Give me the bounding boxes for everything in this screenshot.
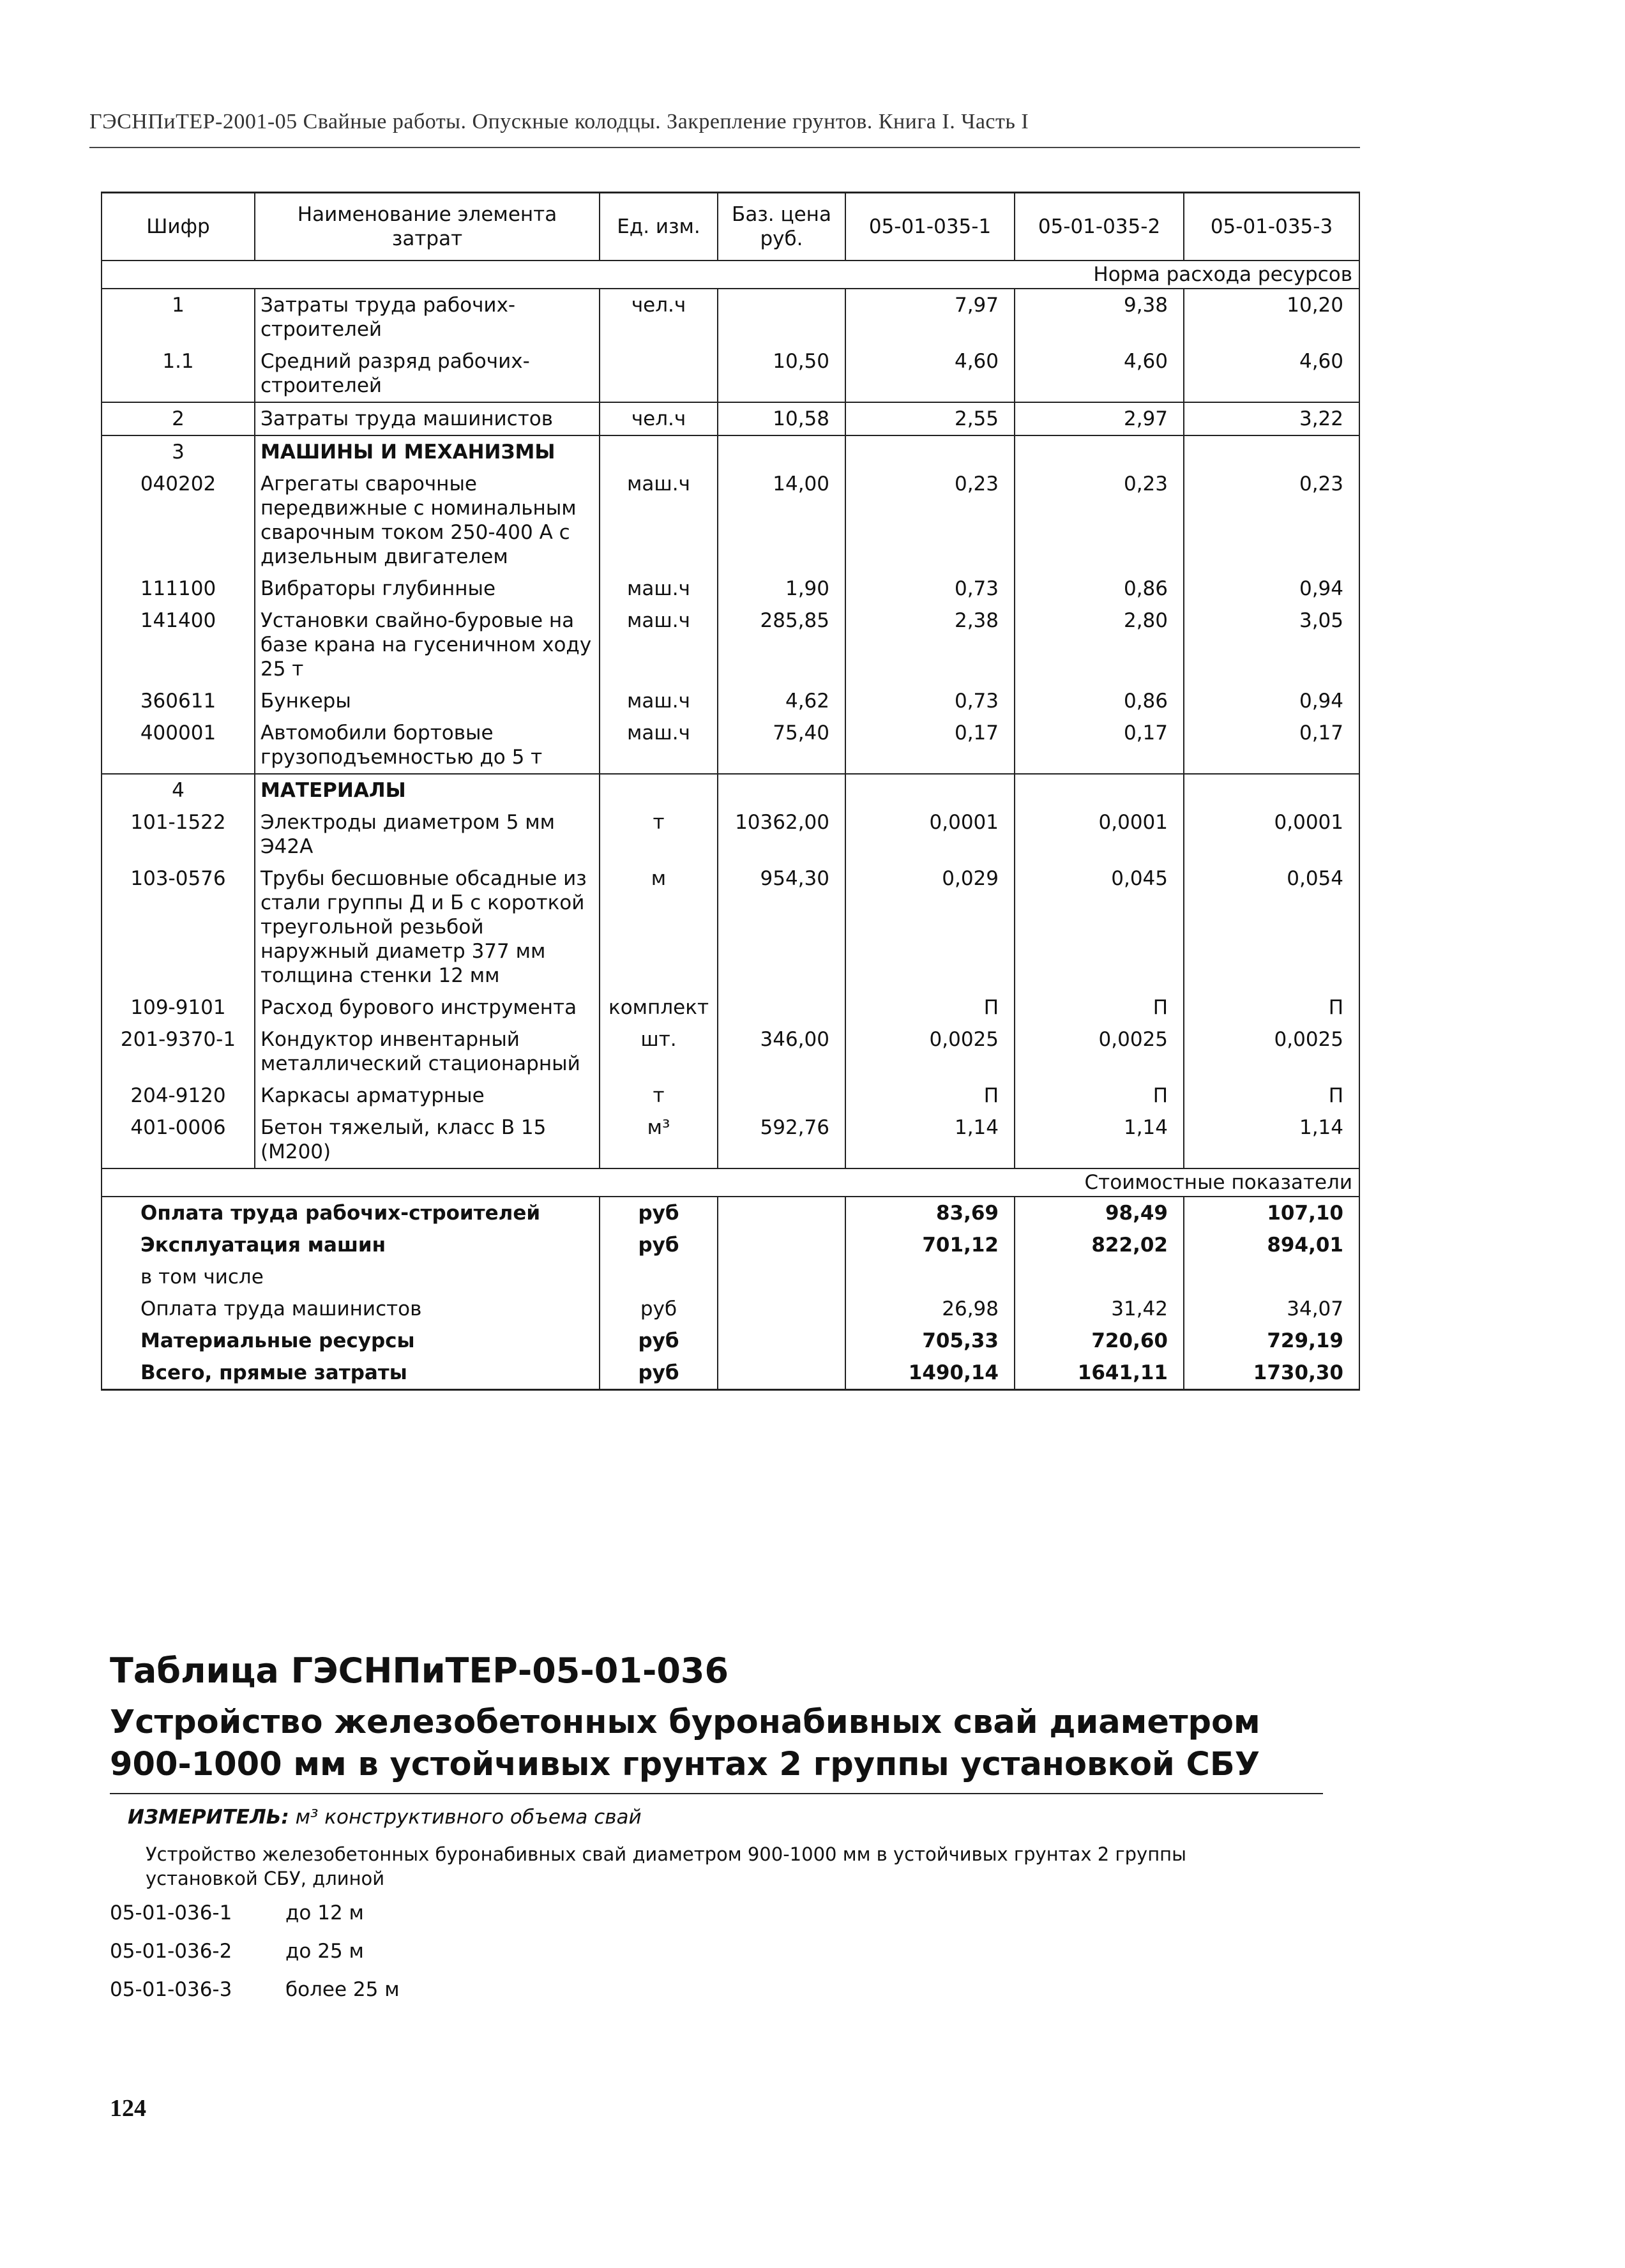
variant-code: 05-01-036-2 bbox=[110, 1940, 232, 1963]
row-unit: чел.ч bbox=[600, 402, 718, 435]
header-col-3: 05-01-035-3 bbox=[1184, 193, 1359, 261]
cost-row bbox=[102, 1261, 1359, 1293]
row-name: Бункеры bbox=[255, 685, 600, 717]
header-price: Баз. цена руб. bbox=[718, 193, 845, 261]
cost-value-1: 1490,14 bbox=[845, 1357, 1015, 1390]
row-code: 400001 bbox=[102, 717, 255, 774]
cost-unit bbox=[600, 1261, 718, 1293]
table-row bbox=[102, 774, 1359, 806]
row-value-3: 0,0025 bbox=[1184, 1024, 1359, 1080]
row-value-2: 0,17 bbox=[1015, 717, 1184, 774]
band-resources: Норма расхода ресурсов bbox=[102, 261, 1359, 289]
table-title: Таблица ГЭСНПиТЕР-05-01-036 bbox=[110, 1651, 729, 1691]
table-row bbox=[102, 1080, 1359, 1112]
row-value-1: 0,23 bbox=[845, 468, 1015, 573]
cost-value-2: 98,49 bbox=[1015, 1197, 1184, 1229]
row-value-1: 0,029 bbox=[845, 863, 1015, 992]
row-code: 111100 bbox=[102, 573, 255, 605]
row-value-3 bbox=[1184, 774, 1359, 806]
row-value-1: 2,38 bbox=[845, 605, 1015, 685]
variant-text: более 25 м bbox=[285, 1978, 400, 2001]
row-price: 346,00 bbox=[718, 1024, 845, 1080]
row-price bbox=[718, 774, 845, 806]
header-col-2: 05-01-035-2 bbox=[1015, 193, 1184, 261]
row-price: 14,00 bbox=[718, 468, 845, 573]
row-price: 285,85 bbox=[718, 605, 845, 685]
row-name: Бетон тяжелый, класс В 15 (М200) bbox=[255, 1112, 600, 1168]
table-row bbox=[102, 468, 1359, 573]
row-price: 4,62 bbox=[718, 685, 845, 717]
row-value-2: 4,60 bbox=[1015, 345, 1184, 402]
cost-value-3: 1730,30 bbox=[1184, 1357, 1359, 1390]
row-value-3: П bbox=[1184, 992, 1359, 1024]
row-value-2: 2,80 bbox=[1015, 605, 1184, 685]
row-unit: т bbox=[600, 806, 718, 863]
row-name: Затраты труда рабочих-строителей bbox=[255, 289, 600, 345]
row-name: Средний разряд рабочих-строителей bbox=[255, 345, 600, 402]
row-code: 201-9370-1 bbox=[102, 1024, 255, 1080]
cost-value-3: 107,10 bbox=[1184, 1197, 1359, 1229]
row-name: МАШИНЫ И МЕХАНИЗМЫ bbox=[255, 435, 600, 468]
cost-value-1: 83,69 bbox=[845, 1197, 1015, 1229]
cost-row bbox=[102, 1293, 1359, 1325]
row-unit: шт. bbox=[600, 1024, 718, 1080]
row-price bbox=[718, 1080, 845, 1112]
row-value-2: 0,86 bbox=[1015, 573, 1184, 605]
heading-divider bbox=[110, 1793, 1323, 1794]
band-resources-row bbox=[102, 261, 1359, 289]
row-unit: маш.ч bbox=[600, 605, 718, 685]
cost-price-empty bbox=[718, 1229, 845, 1261]
cost-price-empty bbox=[718, 1293, 845, 1325]
variant-code: 05-01-036-1 bbox=[110, 1901, 232, 1924]
row-price: 10,50 bbox=[718, 345, 845, 402]
table-row bbox=[102, 863, 1359, 992]
cost-price-empty bbox=[718, 1197, 845, 1229]
page-number: 124 bbox=[110, 2095, 146, 2122]
table-row bbox=[102, 1024, 1359, 1080]
row-value-2: 0,045 bbox=[1015, 863, 1184, 992]
row-code: 401-0006 bbox=[102, 1112, 255, 1168]
row-price: 1,90 bbox=[718, 573, 845, 605]
row-code: 360611 bbox=[102, 685, 255, 717]
cost-label: Эксплуатация машин bbox=[102, 1229, 600, 1261]
meter-label: ИЗМЕРИТЕЛЬ: bbox=[128, 1806, 289, 1829]
header-unit: Ед. изм. bbox=[600, 193, 718, 261]
row-value-3: 3,05 bbox=[1184, 605, 1359, 685]
row-unit: м bbox=[600, 863, 718, 992]
row-name: Автомобили бортовые грузоподъемностью до 5 т bbox=[255, 717, 600, 774]
table-row bbox=[102, 605, 1359, 685]
row-value-2: 0,86 bbox=[1015, 685, 1184, 717]
row-price bbox=[718, 992, 845, 1024]
row-name: Кондуктор инвентарный металлический стационарный bbox=[255, 1024, 600, 1080]
row-value-1: 2,55 bbox=[845, 402, 1015, 435]
cost-label: в том числе bbox=[102, 1261, 600, 1293]
row-value-1: 7,97 bbox=[845, 289, 1015, 345]
row-code: 3 bbox=[102, 435, 255, 468]
row-unit: маш.ч bbox=[600, 468, 718, 573]
row-unit bbox=[600, 345, 718, 402]
row-price: 75,40 bbox=[718, 717, 845, 774]
cost-price-empty bbox=[718, 1325, 845, 1357]
header-code: Шифр bbox=[102, 193, 255, 261]
cost-label: Оплата труда машинистов bbox=[102, 1293, 600, 1325]
row-value-3: П bbox=[1184, 1080, 1359, 1112]
row-name: Трубы бесшовные обсадные из стали группы Д и Б с короткой треугольной резьбой наружный диаметр 377 мм толщина стенки 12 мм bbox=[255, 863, 600, 992]
cost-value-1: 705,33 bbox=[845, 1325, 1015, 1357]
row-name: Агрегаты сварочные передвижные с номинальным сварочным током 250-400 А с дизельным двигателем bbox=[255, 468, 600, 573]
row-name: Затраты труда машинистов bbox=[255, 402, 600, 435]
row-value-3: 0,0001 bbox=[1184, 806, 1359, 863]
cost-value-3 bbox=[1184, 1261, 1359, 1293]
row-price: 954,30 bbox=[718, 863, 845, 992]
row-value-1: 0,0025 bbox=[845, 1024, 1015, 1080]
cost-label: Материальные ресурсы bbox=[102, 1325, 600, 1357]
row-name: Каркасы арматурные bbox=[255, 1080, 600, 1112]
cost-unit: руб bbox=[600, 1357, 718, 1390]
cost-value-3: 34,07 bbox=[1184, 1293, 1359, 1325]
table-row bbox=[102, 685, 1359, 717]
row-code: 101-1522 bbox=[102, 806, 255, 863]
row-name: Расход бурового инструмента bbox=[255, 992, 600, 1024]
cost-value-1: 26,98 bbox=[845, 1293, 1015, 1325]
header-col-1: 05-01-035-1 bbox=[845, 193, 1015, 261]
row-name: Электроды диаметром 5 мм Э42А bbox=[255, 806, 600, 863]
cost-row bbox=[102, 1197, 1359, 1229]
table-row bbox=[102, 717, 1359, 774]
cost-row bbox=[102, 1325, 1359, 1357]
table-header-row bbox=[102, 193, 1359, 261]
row-code: 1.1 bbox=[102, 345, 255, 402]
band-costs: Стоимостные показатели bbox=[102, 1168, 1359, 1197]
cost-row bbox=[102, 1229, 1359, 1261]
row-value-2: 0,23 bbox=[1015, 468, 1184, 573]
row-name: МАТЕРИАЛЫ bbox=[255, 774, 600, 806]
row-value-1 bbox=[845, 435, 1015, 468]
row-name: Установки свайно-буровые на базе крана на гусеничном ходу 25 т bbox=[255, 605, 600, 685]
row-value-2: П bbox=[1015, 992, 1184, 1024]
row-code: 141400 bbox=[102, 605, 255, 685]
cost-value-2: 822,02 bbox=[1015, 1229, 1184, 1261]
cost-value-2: 1641,11 bbox=[1015, 1357, 1184, 1390]
meter-value: м³ конструктивного объема свай bbox=[295, 1806, 642, 1829]
table-row bbox=[102, 402, 1359, 435]
row-value-1: 0,17 bbox=[845, 717, 1015, 774]
row-unit: чел.ч bbox=[600, 289, 718, 345]
row-value-1: 0,0001 bbox=[845, 806, 1015, 863]
row-value-1: П bbox=[845, 1080, 1015, 1112]
variant-text: до 25 м bbox=[285, 1940, 364, 1963]
cost-value-3: 729,19 bbox=[1184, 1325, 1359, 1357]
row-unit: маш.ч bbox=[600, 573, 718, 605]
row-code: 2 bbox=[102, 402, 255, 435]
row-value-3: 10,20 bbox=[1184, 289, 1359, 345]
row-value-3: 0,17 bbox=[1184, 717, 1359, 774]
header-divider bbox=[89, 147, 1360, 148]
meter-line bbox=[128, 1806, 642, 1829]
row-value-3: 0,054 bbox=[1184, 863, 1359, 992]
row-price bbox=[718, 435, 845, 468]
variant-text: до 12 м bbox=[285, 1901, 364, 1924]
row-code: 4 bbox=[102, 774, 255, 806]
row-unit bbox=[600, 435, 718, 468]
row-value-3: 3,22 bbox=[1184, 402, 1359, 435]
variant-item bbox=[110, 1932, 400, 1970]
variant-item bbox=[110, 1894, 400, 1932]
row-value-1: 0,73 bbox=[845, 573, 1015, 605]
row-unit: маш.ч bbox=[600, 685, 718, 717]
band-costs-row bbox=[102, 1168, 1359, 1197]
row-value-2: П bbox=[1015, 1080, 1184, 1112]
row-price bbox=[718, 289, 845, 345]
row-value-3: 0,23 bbox=[1184, 468, 1359, 573]
cost-value-2 bbox=[1015, 1261, 1184, 1293]
row-unit bbox=[600, 774, 718, 806]
cost-label: Оплата труда рабочих-строителей bbox=[102, 1197, 600, 1229]
row-code: 103-0576 bbox=[102, 863, 255, 992]
row-value-3: 0,94 bbox=[1184, 685, 1359, 717]
variant-item bbox=[110, 1970, 400, 2009]
row-value-3 bbox=[1184, 435, 1359, 468]
section-description: Устройство железобетонных буронабивных свай диаметром 900-1000 мм в устойчивых грунтах 2 группы установкой СБУ, длиной bbox=[146, 1843, 1187, 1889]
row-code: 1 bbox=[102, 289, 255, 345]
cost-unit: руб bbox=[600, 1197, 718, 1229]
table-row bbox=[102, 573, 1359, 605]
cost-value-1 bbox=[845, 1261, 1015, 1293]
cost-unit: руб bbox=[600, 1229, 718, 1261]
cost-unit: руб bbox=[600, 1293, 718, 1325]
row-value-2: 2,97 bbox=[1015, 402, 1184, 435]
cost-unit: руб bbox=[600, 1325, 718, 1357]
row-value-2: 1,14 bbox=[1015, 1112, 1184, 1168]
row-unit: комплект bbox=[600, 992, 718, 1024]
cost-value-2: 31,42 bbox=[1015, 1293, 1184, 1325]
table-row bbox=[102, 435, 1359, 468]
running-header: ГЭСНПиТЕР-2001-05 Свайные работы. Опускные колодцы. Закрепление грунтов. Книга I. Часть I bbox=[89, 110, 1029, 133]
resource-norms-table bbox=[101, 192, 1360, 1391]
table-row bbox=[102, 1112, 1359, 1168]
row-value-2: 9,38 bbox=[1015, 289, 1184, 345]
cost-price-empty bbox=[718, 1357, 845, 1390]
row-value-1: 1,14 bbox=[845, 1112, 1015, 1168]
row-value-1: 4,60 bbox=[845, 345, 1015, 402]
cost-label: Всего, прямые затраты bbox=[102, 1357, 600, 1390]
cost-value-2: 720,60 bbox=[1015, 1325, 1184, 1357]
row-value-1 bbox=[845, 774, 1015, 806]
row-value-3: 4,60 bbox=[1184, 345, 1359, 402]
row-unit: маш.ч bbox=[600, 717, 718, 774]
table-row bbox=[102, 345, 1359, 402]
variant-list bbox=[110, 1894, 400, 2009]
variant-code: 05-01-036-3 bbox=[110, 1978, 232, 2001]
row-value-2: 0,0001 bbox=[1015, 806, 1184, 863]
row-code: 109-9101 bbox=[102, 992, 255, 1024]
row-value-3: 1,14 bbox=[1184, 1112, 1359, 1168]
row-price: 592,76 bbox=[718, 1112, 845, 1168]
section-heading: Устройство железобетонных буронабивных свай диаметром 900-1000 мм в устойчивых грунтах 2 группы установкой СБУ bbox=[110, 1704, 1260, 1783]
table-row bbox=[102, 992, 1359, 1024]
table-row bbox=[102, 806, 1359, 863]
row-price: 10362,00 bbox=[718, 806, 845, 863]
row-price: 10,58 bbox=[718, 402, 845, 435]
row-unit: т bbox=[600, 1080, 718, 1112]
row-value-2: 0,0025 bbox=[1015, 1024, 1184, 1080]
row-value-1: 0,73 bbox=[845, 685, 1015, 717]
row-value-3: 0,94 bbox=[1184, 573, 1359, 605]
table-row bbox=[102, 289, 1359, 345]
row-code: 204-9120 bbox=[102, 1080, 255, 1112]
row-value-1: П bbox=[845, 992, 1015, 1024]
row-code: 040202 bbox=[102, 468, 255, 573]
cost-value-3: 894,01 bbox=[1184, 1229, 1359, 1261]
cost-row bbox=[102, 1357, 1359, 1390]
row-value-2 bbox=[1015, 435, 1184, 468]
row-name: Вибраторы глубинные bbox=[255, 573, 600, 605]
row-unit: м³ bbox=[600, 1112, 718, 1168]
row-value-2 bbox=[1015, 774, 1184, 806]
cost-value-1: 701,12 bbox=[845, 1229, 1015, 1261]
cost-price-empty bbox=[718, 1261, 845, 1293]
header-name: Наименование элемента затрат bbox=[255, 193, 600, 261]
